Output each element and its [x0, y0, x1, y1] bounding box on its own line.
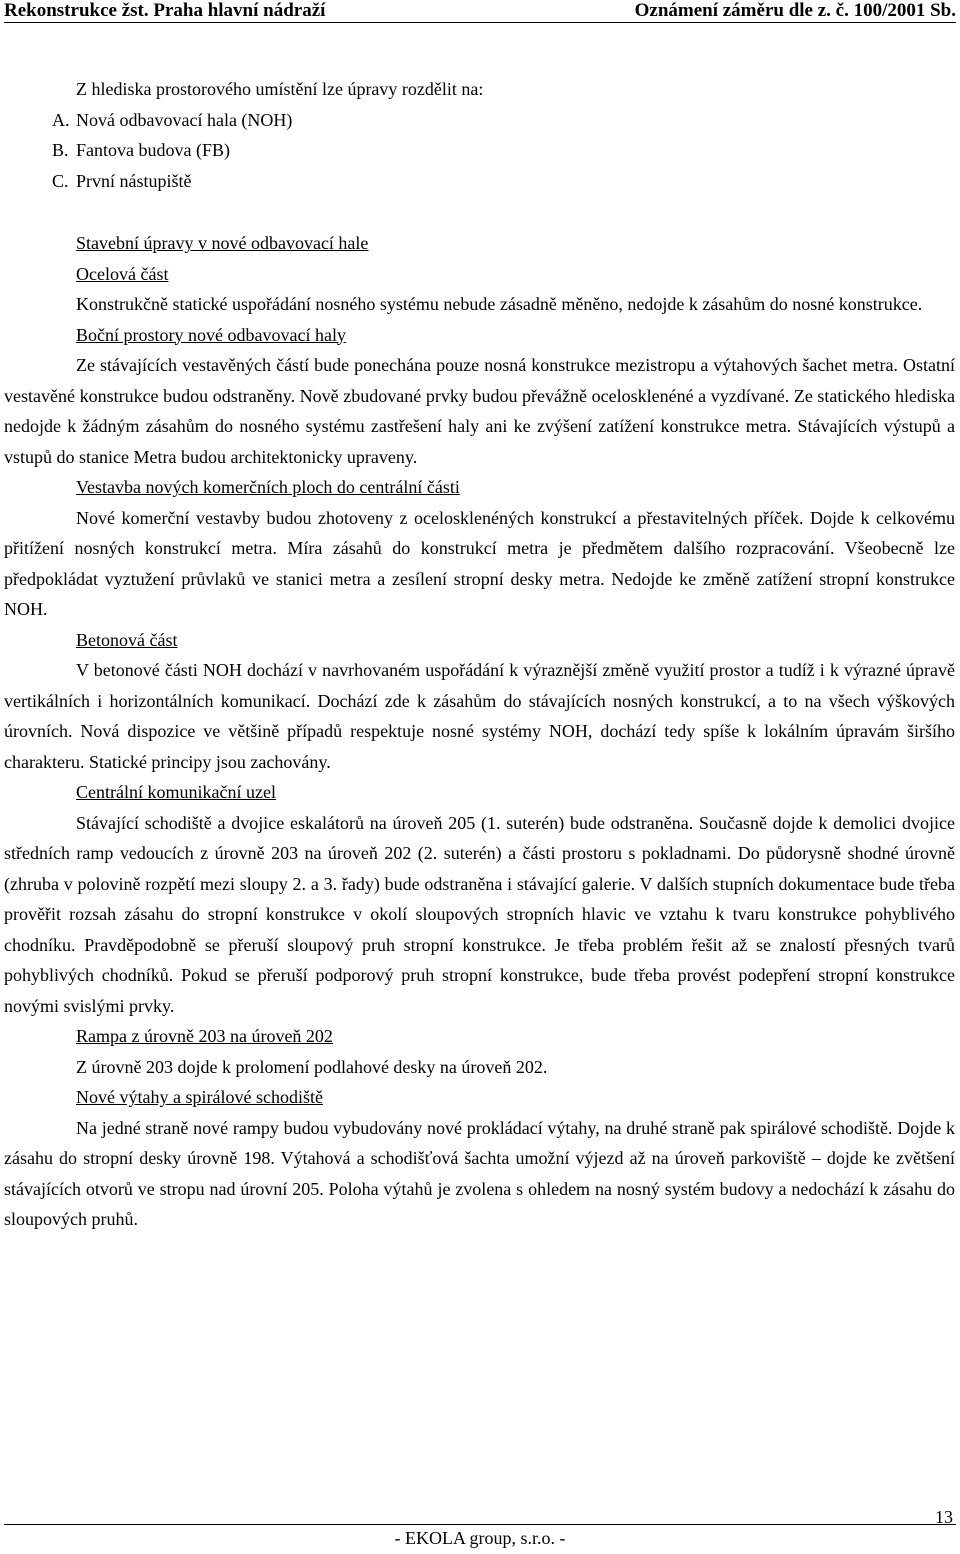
paragraph-vytahy: Na jedné straně nové rampy budou vybudovány nové prokládací výtahy, na druhé straně pak spirálové schodiště. Dojde k zásahu do stropní desky úrovně 198. Výtahová a schodišťová šachta umožní výjezd až na úroveň parkoviště – dojde ke zvětšení stávajících otvorů ve stropu nad úrovní 205. Poloha výtahů je zvolena s ohledem na nosný systém budovy a nedochází k zásahu do sloupových pruhů. [4, 1117, 955, 1229]
paragraph-betonova: V betonové části NOH dochází v navrhovaném uspořádání k výraznější změně využití prostor a tudíž i k výrazné úpravě vertikálních i horizontálních komunikací. Dochází zde k zásahům do stávajících nosných konstrukcí, a to na všech výškových úrovních. Nová dispozice ve většině případů respektuje nosné systémy NOH, dochází tedy spíše k lokálním úpravám širšího charakteru. Statické principy jsou zachovány. [4, 660, 955, 772]
header-document-type: Oznámení záměru dle z. č. 100/2001 Sb. [634, 0, 956, 21]
subheading-centralni: Centrální komunikační uzel [76, 782, 276, 802]
list-marker: C. [52, 170, 69, 191]
list-item [4, 135, 955, 166]
page-header [4, 0, 956, 23]
subheading-betonova: Betonová část [76, 629, 178, 650]
page-footer [4, 1507, 956, 1554]
paragraph-bocni: Ze stávajících vestavěných částí bude ponechána pouze nosná konstrukce mezistropu a výtahových šachet metra. Ostatní vestavěné konstrukce budou odstraněny. Nově zbudované prvky budou převážně ocelosklenéné a vyzdívané. Ze statického hlediska nedojde k žádným zásahům do nosného systému zastřešení haly ani ke zvýšení zatížení konstrukce metra. Stávajících výstupů a vstupů do stanice Metra budou architektonicky upraveny. [4, 355, 955, 467]
paragraph-rampa: Z úrovně 203 dojde k prolomení podlahové desky na úroveň 202. [76, 1056, 548, 1077]
page-number: 13 [935, 1507, 953, 1527]
intro-text: Z hlediska prostorového umístění lze úpravy rozdělit na: [76, 79, 484, 99]
list-text: Nová odbavovací hala (NOH) [76, 109, 293, 130]
list-item [4, 166, 955, 197]
header-document-title: Rekonstrukce žst. Praha hlavní nádraží [4, 0, 326, 21]
list-marker: B. [52, 140, 69, 160]
subheading-bocni: Boční prostory nové odbavovací haly [76, 324, 346, 345]
list-item [4, 105, 955, 136]
list-text: Fantova budova (FB) [76, 140, 230, 160]
paragraph-ocelova: Konstrukčně statické uspořádání nosného systému nebude zásadně měněno, nedojde k zásahům do nosné konstrukce. [76, 294, 923, 314]
list-text: První nástupiště [76, 170, 192, 191]
footer-company: - EKOLA group, s.r.o. - [394, 1528, 566, 1548]
subheading-ocelova: Ocelová část [76, 263, 169, 284]
list-marker: A. [52, 109, 70, 130]
subheading-vytahy: Nové výtahy a spirálové schodiště [76, 1087, 323, 1107]
subheading-rampa: Rampa z úrovně 203 na úroveň 202 [76, 1026, 333, 1046]
section-title: Stavební úpravy v nové odbavovací hale [76, 233, 369, 253]
paragraph-centralni: Stávající schodiště a dvojice eskalátorů na úroveň 205 (1. suterén) bude odstraněna. Současně dojde k demolici dvojice středních ramp vedoucích z úrovně 203 na úroveň 202 (2. suterén) a části prostoru s pokladnami. Do půdorysně shodné úrovně (zhruba v polovině rozpětí mezi sloupy 2. a 3. řady) bude odstraněna i stávající galerie. V dalších stupních dokumentace bude třeba prověřit rozsah zásahu do stropní konstrukce v okolí sloupových stropních hlavic ve vztahu k tvaru konstrukce pohyblivého chodníku. Pravděpodobně se přeruší sloupový pruh stropní konstrukce. Je třeba problém řešit až se znalostí přesných tvarů pohyblivých chodníků. Pokud se přeruší podporový pruh stropní konstrukce, bude třeba provést podepření stropní konstrukce novými svislými prvky. [4, 812, 955, 1016]
paragraph-vestavba: Nové komerční vestavby budou zhotoveny z ocelosklenéných konstrukcí a přestavitelných příček. Dojde k celkovému přitížení nosných konstrukcí metra. Míra zásahů do konstrukcí metra je předmětem dalšího rozpracování. Všeobecně lze předpokládat vyztužení průvlaků ve stanici metra a zesílení stropní desky metra. Nedojde ke změně zatížení stropní konstrukce NOH. [4, 507, 955, 619]
document-body [4, 74, 955, 1235]
subheading-vestavba: Vestavba nových komerčních ploch do centrální části [76, 477, 460, 497]
